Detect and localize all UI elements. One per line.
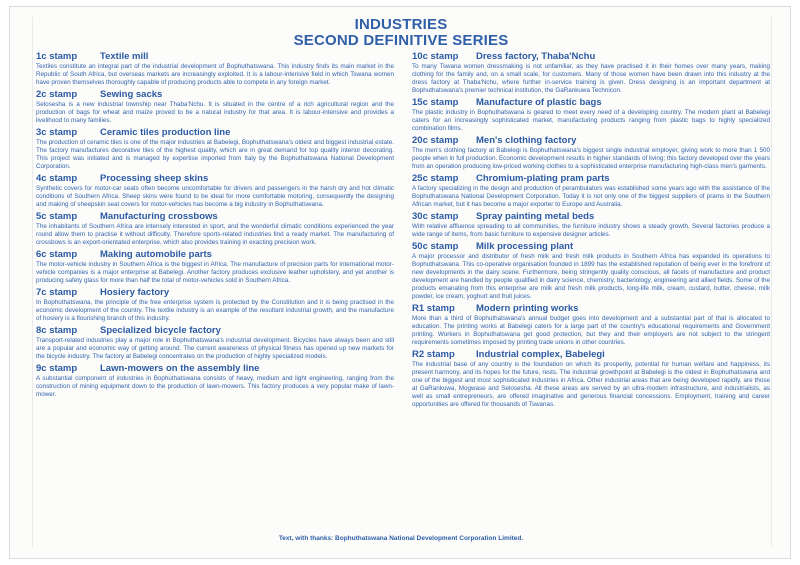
stamp-value: 6c stamp [36, 249, 78, 260]
stamp-value: 2c stamp [36, 89, 78, 100]
stamp-entry [412, 51, 770, 95]
stamp-subject: Lawn-mowers on the assembly line [100, 363, 260, 374]
entry-heading [412, 97, 770, 109]
entry-description: The industrial base of any country is the foundation on which its prosperity, potential for human welfare and happiness, its present harmony, and its hopes for the future, rests. The industrial growthpoint at Babelegi is the oldest in Bophuthatswana and one of the biggest and most sophisticated industries in Africa. Other industrial areas that are being developed rapidly, are those at GaRankuwa, Mogwase and Selosesha. All these areas are served by an ultra-modern infrastructure, and industrialists, as well as small entrepreneurs, are offered imaginative and generous financial concessions. Employment, training and career opportunities are offered for thousands of Tswanas. [412, 361, 770, 408]
stamp-value: 1c stamp [36, 51, 78, 62]
title-line-2: SECOND DEFINITIVE SERIES [293, 32, 509, 49]
entry-heading [412, 241, 770, 253]
entry-description: The plastic industry in Bophuthatswana is geared to meet every need of a developing country. The modern plant at Babelegi caters for an increasingly sophisticated market, manufacturing products ranging from plastic bags to highly specialized combination films. [412, 109, 770, 132]
entry-description: A major processor and distributor of fresh milk and fresh milk products in Southern Africa has expanded its operations to Bophuthatswana. This co-operative organisation founded in 1899 has the established reputation of being ever in the forefront of new developments in the dairy scene. Furthermore, being stringently quality conscious, all facets of manufacture and product development are handled by people qualified in dairy science, chemistry, bacteriology, engineering and allied fields. Some of the products emanating from this enterprise are milk and fresh milk products, long-life milk, cream, custard, butter, cheese, milk powder, ice cream, yoghurt and fruit juices. [412, 253, 770, 300]
stamp-value: 50c stamp [412, 241, 459, 252]
entry-description: In Bophuthatswana, the principle of the free enterprise system is protected by the Constitution and it is being practised in the economic development of the country. The textile industry is an example of the resultant industrial growth, and the manufacture of hosiery is a flourishing branch of this industry. [36, 299, 394, 322]
stamp-subject: Modern printing works [476, 303, 579, 314]
stamp-subject: Men's clothing factory [476, 135, 577, 146]
stamp-subject: Textile mill [100, 51, 149, 62]
stamp-entry [36, 287, 394, 323]
entry-description: Transport-related industries play a major role in Bophuthatswana's industrial development. Bicycles have always been and still are a popular and economic way of getting around. The current awareness of physical fitness has opened up new markets for the bicycle industry. The factory at Babelegi concentrates on the production of highly specialized models. [36, 337, 394, 360]
stamp-entry [412, 303, 770, 347]
stamp-entry [36, 127, 394, 171]
entry-heading [36, 211, 394, 223]
stamp-subject: Sewing sacks [100, 89, 163, 100]
stamp-subject: Ceramic tiles production line [100, 127, 231, 138]
entry-heading [36, 325, 394, 337]
stamp-subject: Chromium-plating pram parts [476, 173, 610, 184]
entry-description: With relative affluence spreading to all communities, the furniture industry shows a steady growth. Several factories produce a wide range of items, from basic furniture to expensive designer articles. [412, 223, 770, 238]
stamp-entry [36, 249, 394, 285]
stamp-value: 15c stamp [412, 97, 459, 108]
entry-description: The inhabitants of Southern Africa are intensely interested in sport, and the wonderful climatic conditions experienced the year round allow them to practise it without difficulty. Therefore sports-related industries find a ready market. The manufacturing of crossbows is an export-orientated enterprise, which also provides training in exacting precision work. [36, 223, 394, 246]
stamp-card [9, 6, 791, 559]
entry-heading [412, 349, 770, 361]
title-line-1: INDUSTRIES [354, 16, 448, 33]
stamp-value: 9c stamp [36, 363, 78, 374]
stamp-value: 8c stamp [36, 325, 78, 336]
stamp-entry [412, 97, 770, 133]
entry-heading [36, 287, 394, 299]
entry-heading [412, 135, 770, 147]
stamp-value: R1 stamp [412, 303, 455, 314]
stamp-entry [36, 51, 394, 87]
entry-heading [36, 89, 394, 101]
entry-description: A factory specializing in the design and production of perambulators was established some years ago with the assistance of the Bophuthatswana National Development Corporation. Today it is not only one of the biggest suppliers of prams in the Southern African market, but it has become a major exporter to Europe and Australia. [412, 185, 770, 208]
entry-heading [412, 173, 770, 185]
stamp-subject: Specialized bicycle factory [100, 325, 221, 336]
entry-description: The men's clothing factory at Babelegi is Bophuthatswana's biggest single industrial employer, giving work to more than 1 500 people when in full production. Economic development results in higher standards of living; this factory developed over the years from an operation producing low-priced working clothes to a sophisticated enterprise manufacturing high-class men's garments. [412, 147, 770, 170]
right-column [412, 51, 770, 411]
stamp-entry [412, 241, 770, 301]
stamp-subject: Manufacture of plastic bags [476, 97, 602, 108]
stamp-entry [36, 363, 394, 399]
entry-heading [36, 249, 394, 261]
stamp-entry [36, 211, 394, 247]
stamp-subject: Processing sheep skins [100, 173, 209, 184]
left-column [36, 51, 394, 401]
entry-description: To many Tswana women dressmaking is not unfamiliar, as they have practised it in their homes over many years, making clothing for the family and, on a small scale, for customers. Many of those women have been drawn into this industry at the dress factory at Thaba'Nchu, where further in-service training is given. Dress designing is an important department at Bophuthatswana's premier technical institution, the GaRankuwa Technicon. [412, 63, 770, 94]
entry-description: Textiles constitute an integral part of the industrial development of Bophuthatswana. This industry finds its main market in the Republic of South Africa, but overseas markets are increasingly exploited. It is a labour-intensive field in which Tswana women have proven themselves thoroughly capable of producing products able to compete in any foreign market. [36, 63, 394, 86]
stamp-entry [412, 211, 770, 239]
entry-description: A substantial component of industries in Bophuthatswana consists of heavy, medium and light engineering, ranging from the construction of mining equipment down to the production of lawn-mowers. This factory produces a very popular make of lawn-mower. [36, 375, 394, 398]
stamp-subject: Spray painting metal beds [476, 211, 595, 222]
stamp-value: 10c stamp [412, 51, 459, 62]
stamp-subject: Dress factory, Thaba'Nchu [476, 51, 596, 62]
entry-heading [412, 51, 770, 63]
stamp-value: 20c stamp [412, 135, 459, 146]
entry-heading [36, 173, 394, 185]
page-title [10, 17, 792, 49]
entry-heading [36, 363, 394, 375]
stamp-value: 4c stamp [36, 173, 78, 184]
stamp-value: R2 stamp [412, 349, 455, 360]
entry-description: The motor-vehicle industry in Southern Africa is the biggest in Africa. The manufacture of precision parts for international motor-vehicle companies is a major enterprise at Babelegi. Another factory produces exclusive leather upholstery, and yet another is producing safety glass for more than half the total of motor-vehicles sold in Southern Africa. [36, 261, 394, 284]
stamp-entry [412, 173, 770, 209]
stamp-value: 7c stamp [36, 287, 78, 298]
entry-description: Selosesha is a new industrial township near Thaba'Nchu. It is situated in the centre of a rich agricultural region and the production of bags for wheat and maize proved to be a natural industry for that area. It is labour-intensive and provides a livelihood to many families. [36, 101, 394, 124]
stamp-value: 5c stamp [36, 211, 78, 222]
stamp-entry [36, 325, 394, 361]
stamp-subject: Industrial complex, Babelegi [476, 349, 605, 360]
entry-heading [36, 127, 394, 139]
stamp-subject: Manufacturing crossbows [100, 211, 218, 222]
credit-line: Text, with thanks: Bophuthatswana National Development Corporation Limited. [278, 535, 524, 542]
entry-description: Synthetic covers for motor-car seats often become uncomfortable for drivers and passengers in the harsh dry and hot climatic conditions of Southern Africa. Sheep skins were found to be ideal for more comfortable motoring, consequently the designing and making of sheepskin seat covers for motor-vehicles has become a big industry in Bophuthatswana. [36, 185, 394, 208]
stamp-entry [36, 173, 394, 209]
stamp-value: 3c stamp [36, 127, 78, 138]
stamp-entry [412, 135, 770, 171]
stamp-value: 25c stamp [412, 173, 459, 184]
stamp-entry [36, 89, 394, 125]
entry-description: More than a third of Bophuthatswana's annual budget goes into development and a substantial part of that is allocated to education. The printing works at Babelegi caters for a large part of the country's educational requirements and Government printing. Workers in Bophuthatswana get good protection, but they and their employers are not subject to the stringent requirements sometimes imposed by printing trade unions in other countries. [412, 315, 770, 346]
entry-heading [412, 303, 770, 315]
entry-heading [36, 51, 394, 63]
stamp-subject: Milk processing plant [476, 241, 574, 252]
stamp-subject: Making automobile parts [100, 249, 212, 260]
stamp-value: 30c stamp [412, 211, 459, 222]
stamp-entry [412, 349, 770, 409]
entry-heading [412, 211, 770, 223]
stamp-subject: Hosiery factory [100, 287, 170, 298]
entry-description: The production of ceramic tiles is one of the major industries at Babelegi, Bophuthatswana's oldest and biggest industrial estate. The factory manufactures decorative tiles of the highest quality, which are in great demand for top quality interior decorating. This project was initiated and is managed by expertise imported from Italy by the Bophuthatswana National Development Corporation. [36, 139, 394, 170]
